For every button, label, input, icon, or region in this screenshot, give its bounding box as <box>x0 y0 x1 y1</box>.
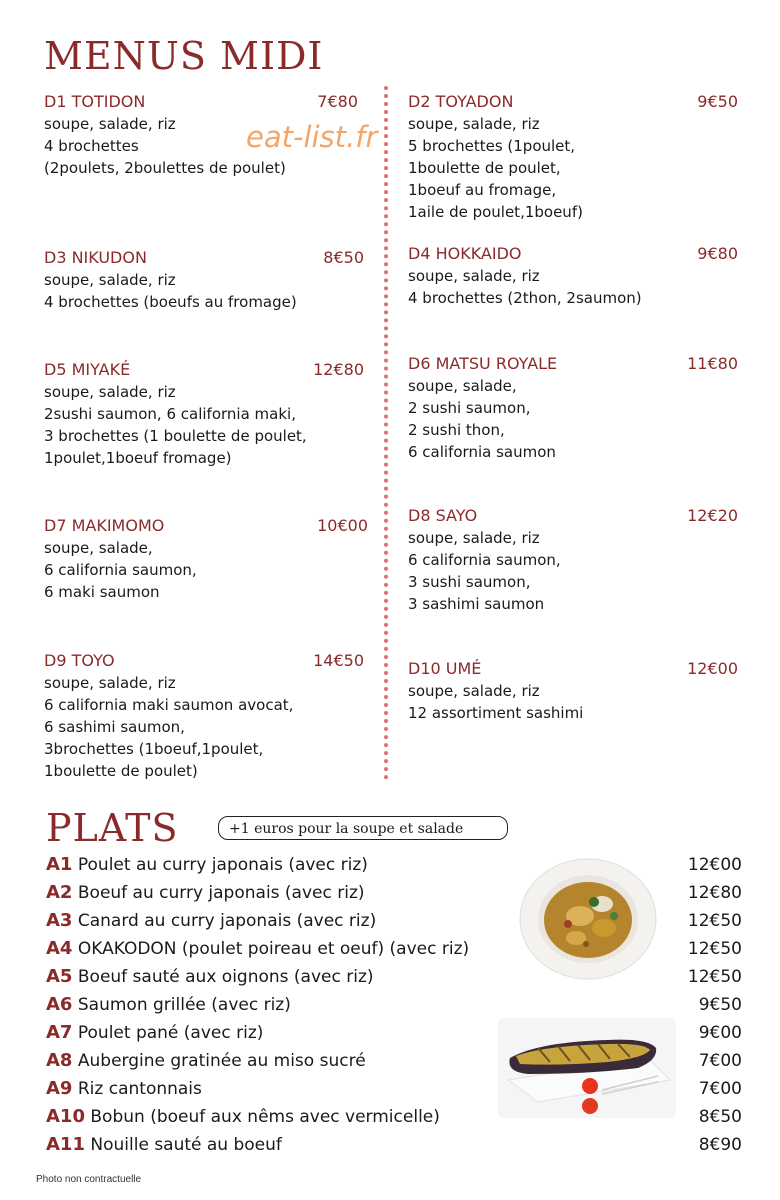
menu-item-d1 <box>44 91 358 179</box>
menu-name: D9 TOYO <box>44 651 115 670</box>
plat-price: 8€90 <box>698 1135 742 1155</box>
plat-name: Poulet pané (avec riz) <box>77 1023 264 1043</box>
menu-line: 1boeuf au fromage, <box>408 181 557 199</box>
plat-name: Aubergine gratinée au miso sucré <box>77 1051 366 1071</box>
plat-code: A7 <box>46 1022 73 1043</box>
menu-line: soupe, salade, riz <box>408 115 540 133</box>
menu-name: D2 TOYADON <box>408 92 514 111</box>
menu-line: 2 sushi thon, <box>408 421 505 439</box>
menu-name: D6 MATSU ROYALE <box>408 354 558 373</box>
plat-row-a6 <box>46 991 742 1019</box>
menu-line: 3 brochettes (1 boulette de poulet, <box>44 427 307 445</box>
menu-line: 12 assortiment sashimi <box>408 704 584 722</box>
plat-code: A11 <box>46 1134 85 1155</box>
menu-line: 4 brochettes <box>44 137 139 155</box>
menu-line: soupe, salade, <box>408 377 517 395</box>
plats-note-badge: +1 euros pour la soupe et salade <box>218 816 508 840</box>
plat-name: Nouille sauté au boeuf <box>90 1135 282 1155</box>
menu-line: 2 sushi saumon, <box>408 399 531 417</box>
menu-name: D5 MIYAKÉ <box>44 360 131 379</box>
plat-name: Canard au curry japonais (avec riz) <box>77 911 377 931</box>
menu-price: 11€80 <box>687 354 738 373</box>
menu-item-d5 <box>44 359 364 469</box>
menu-item-d8 <box>408 505 738 615</box>
menu-price: 12€00 <box>687 659 738 678</box>
menu-item-d7 <box>44 515 368 603</box>
menu-line: 1boulette de poulet, <box>408 159 561 177</box>
column-divider <box>384 86 388 780</box>
menu-name: D7 MAKIMOMO <box>44 516 165 535</box>
plat-code: A10 <box>46 1106 85 1127</box>
plat-price: 9€50 <box>698 995 742 1015</box>
menu-price: 8€50 <box>323 248 364 267</box>
menu-line: 6 california saumon, <box>408 551 561 569</box>
plat-price: 7€00 <box>698 1051 742 1071</box>
plat-row-a11 <box>46 1131 742 1159</box>
menu-line: 1boulette de poulet) <box>44 762 198 780</box>
menu-item-d6 <box>408 353 738 463</box>
menu-line: 3 sushi saumon, <box>408 573 531 591</box>
photo-disclaimer: Photo non contractuelle <box>36 1174 142 1185</box>
menu-item-d10 <box>408 658 738 724</box>
plat-code: A1 <box>46 854 73 875</box>
menu-line: 6 maki saumon <box>44 583 160 601</box>
menu-line: soupe, salade, riz <box>408 267 540 285</box>
menu-price: 9€50 <box>697 92 738 111</box>
menu-name: D10 UMÉ <box>408 659 482 678</box>
menu-line: soupe, salade, <box>44 539 153 557</box>
plat-price: 7€00 <box>698 1079 742 1099</box>
eggplant-dish-photo <box>498 1018 676 1118</box>
menu-line: 6 california maki saumon avocat, <box>44 696 294 714</box>
menu-line: soupe, salade, riz <box>44 115 176 133</box>
menu-line: 4 brochettes (boeufs au fromage) <box>44 293 297 311</box>
plat-name: Poulet au curry japonais (avec riz) <box>77 855 368 875</box>
menu-line: 6 california saumon, <box>44 561 197 579</box>
menu-line: 1poulet,1boeuf fromage) <box>44 449 232 467</box>
menu-line: soupe, salade, riz <box>44 383 176 401</box>
menu-name: D1 TOTIDON <box>44 92 146 111</box>
menu-line: 1aile de poulet,1boeuf) <box>408 203 583 221</box>
menu-price: 7€80 <box>317 92 358 111</box>
menu-line: 3brochettes (1boeuf,1poulet, <box>44 740 264 758</box>
menu-line: 3 sashimi saumon <box>408 595 545 613</box>
menu-item-d4 <box>408 243 738 309</box>
plats-title: PLATS <box>46 806 179 850</box>
menus-midi-title: MENUS MIDI <box>44 34 324 78</box>
menu-name: D3 NIKUDON <box>44 248 147 267</box>
plat-price: 12€80 <box>687 883 742 903</box>
menu-name: D4 HOKKAIDO <box>408 244 522 263</box>
plat-name: OKAKODON (poulet poireau et oeuf) (avec riz) <box>77 939 470 959</box>
menu-line: (2poulets, 2boulettes de poulet) <box>44 159 286 177</box>
menu-line: 6 california saumon <box>408 443 556 461</box>
menu-line: 5 brochettes (1poulet, <box>408 137 576 155</box>
plat-price: 8€50 <box>698 1107 742 1127</box>
plat-name: Riz cantonnais <box>77 1079 202 1099</box>
plat-code: A4 <box>46 938 73 959</box>
menu-line: soupe, salade, riz <box>44 271 176 289</box>
menu-price: 9€80 <box>697 244 738 263</box>
menu-price: 10€00 <box>317 516 368 535</box>
plat-price: 12€00 <box>687 855 742 875</box>
menu-price: 12€20 <box>687 506 738 525</box>
menu-name: D8 SAYO <box>408 506 478 525</box>
plat-code: A9 <box>46 1078 73 1099</box>
plat-price: 12€50 <box>687 911 742 931</box>
plat-code: A3 <box>46 910 73 931</box>
watermark: eat-list.fr <box>246 120 378 154</box>
plat-name: Bobun (boeuf aux nêms avec vermicelle) <box>90 1107 440 1127</box>
menu-line: 6 sashimi saumon, <box>44 718 185 736</box>
menu-line: soupe, salade, riz <box>44 674 176 692</box>
plat-code: A6 <box>46 994 73 1015</box>
menu-price: 12€80 <box>313 360 364 379</box>
menu-item-d9 <box>44 650 364 782</box>
menu-line: 2sushi saumon, 6 california maki, <box>44 405 296 423</box>
plat-price: 12€50 <box>687 939 742 959</box>
plat-code: A8 <box>46 1050 73 1071</box>
menu-item-d3 <box>44 247 364 313</box>
plat-price: 12€50 <box>687 967 742 987</box>
plat-price: 9€00 <box>698 1023 742 1043</box>
menu-line: 4 brochettes (2thon, 2saumon) <box>408 289 642 307</box>
menu-line: soupe, salade, riz <box>408 529 540 547</box>
plat-code: A5 <box>46 966 73 987</box>
plat-name: Boeuf sauté aux oignons (avec riz) <box>77 967 374 987</box>
plat-name: Boeuf au curry japonais (avec riz) <box>77 883 365 903</box>
menu-line: soupe, salade, riz <box>408 682 540 700</box>
plat-name: Saumon grillée (avec riz) <box>77 995 291 1015</box>
plat-code: A2 <box>46 882 73 903</box>
curry-dish-photo <box>518 858 658 980</box>
menu-item-d2 <box>408 91 738 223</box>
menu-price: 14€50 <box>313 651 364 670</box>
